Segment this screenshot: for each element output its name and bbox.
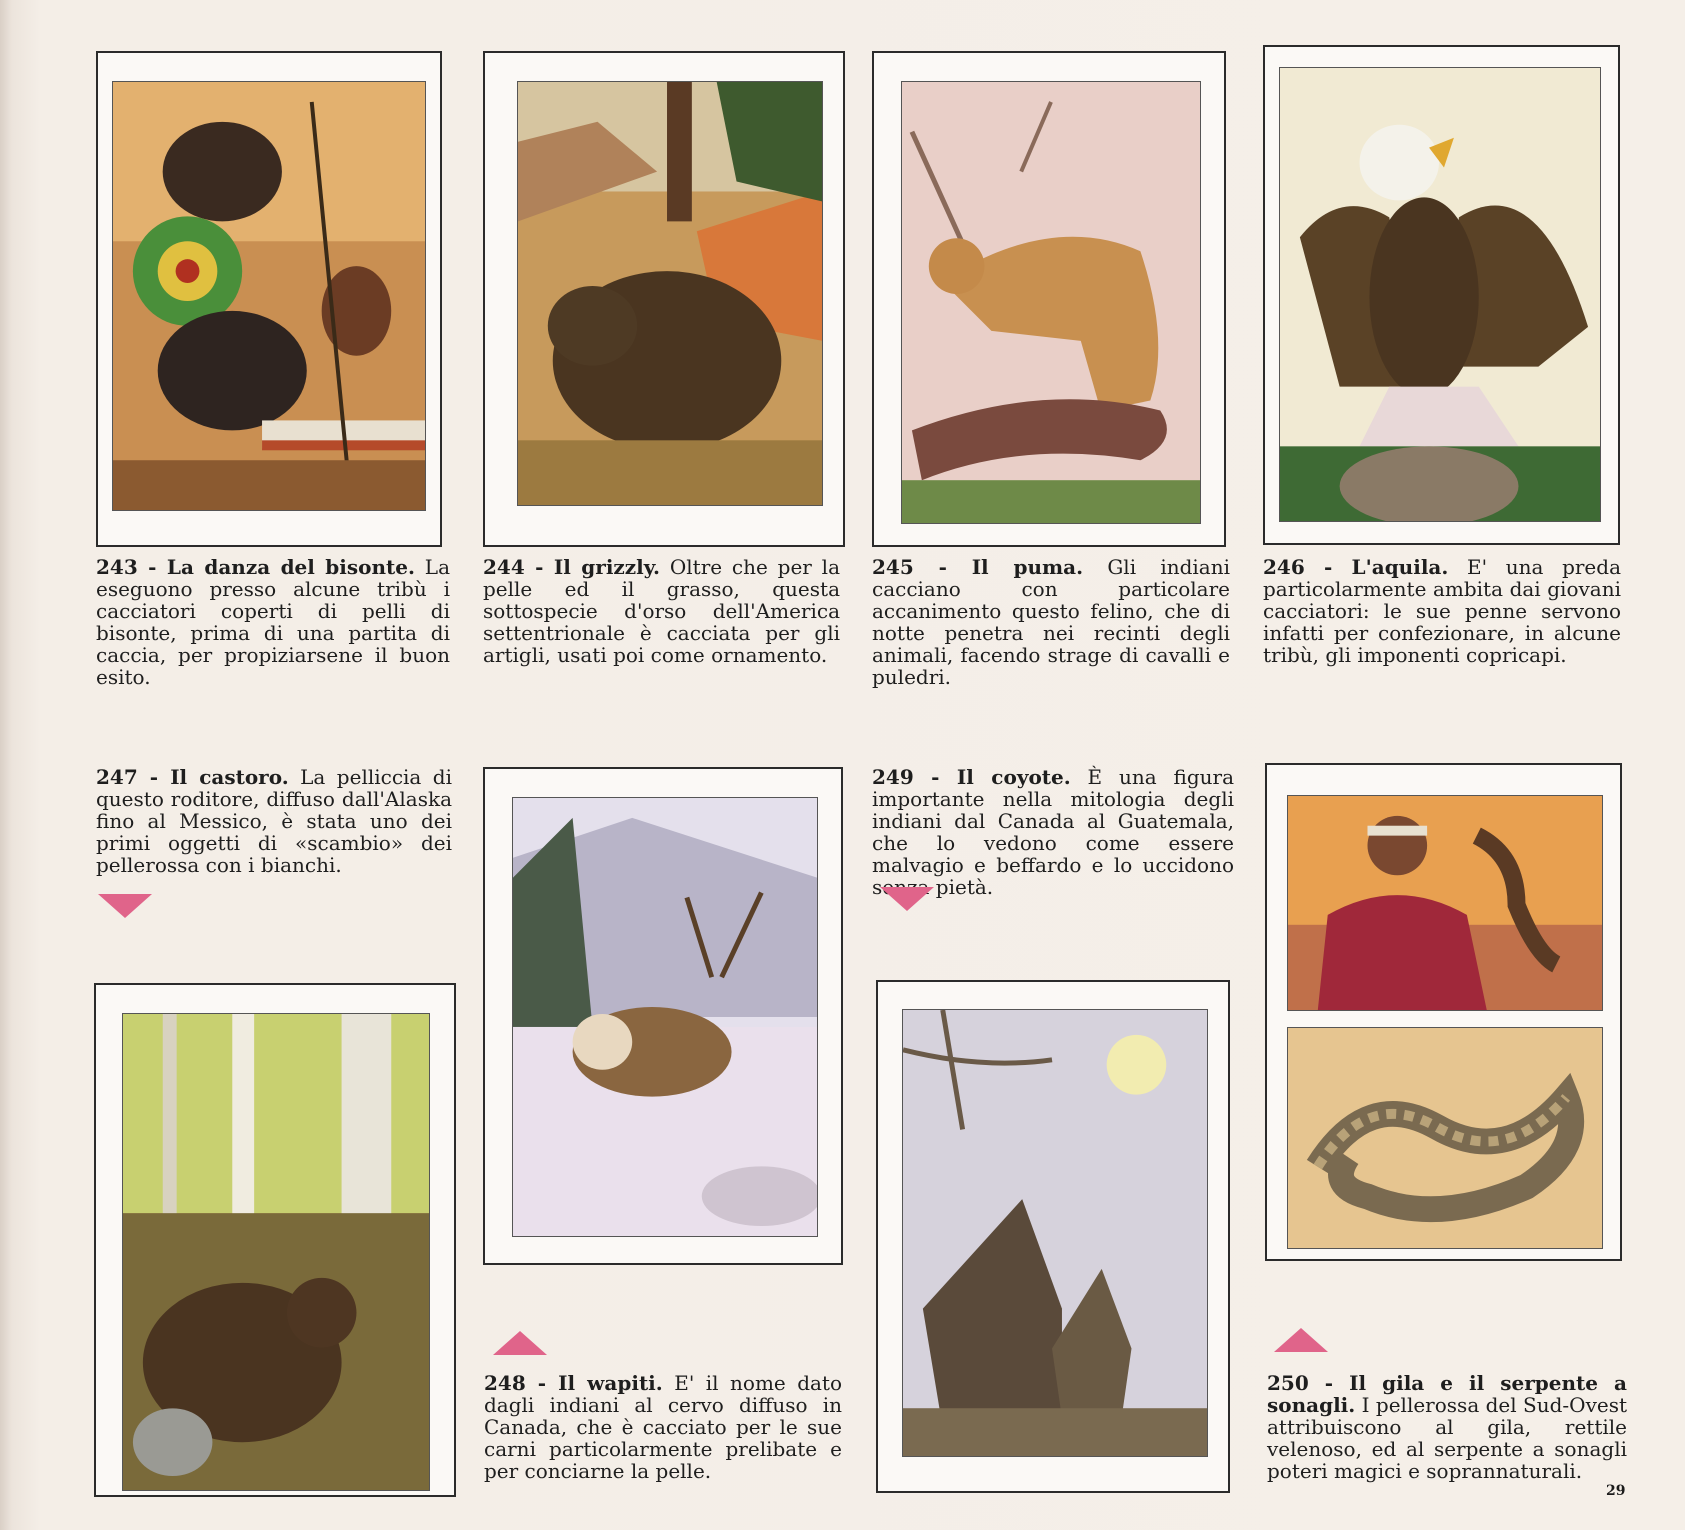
card-number: 249 xyxy=(872,765,914,789)
card-title: Il coyote. xyxy=(956,765,1071,789)
card-text: La eseguono presso alcune tribù i cacciatori coperti di pelli di bisonte, prima di una partita di caccia, per propiziarsene il buon esito. xyxy=(96,555,451,689)
puma-illustration xyxy=(901,81,1201,524)
card-text: Gli indiani cacciano con particolare accanimento questo felino, che di notte penetra nei recinti degli animali, facendo strage di cavalli e puledri. xyxy=(872,555,1230,689)
card-number: 244 xyxy=(483,555,525,579)
wapiti-illustration xyxy=(512,797,818,1237)
card-caption-243: 243 - La danza del bisonte. La eseguono presso alcune tribù i cacciatori coperti di pelli di bisonte, prima di una partita di caccia, per propiziarsene il buon esito. xyxy=(96,555,451,689)
card-249-frame xyxy=(876,980,1230,1493)
card-248-frame xyxy=(483,767,843,1265)
bison-dance-illustration xyxy=(112,81,426,511)
card-text: Oltre che per la pelle ed il grasso, questa sottospecie d'orso dell'America settentrionale è cacciata per gli artigli, usati poi come ornamento. xyxy=(483,555,840,667)
card-caption-250: 250 - Il gila e il serpente a sonagli. I pellerossa del Sud-Ovest attribuiscono al gila, rettile velenoso, ed al serpente a sonagli poteri magici e soprannaturali. xyxy=(1267,1371,1628,1483)
arrow-down-marker xyxy=(98,894,152,918)
card-number: 250 xyxy=(1267,1371,1309,1395)
card-caption-247: 247 - Il castoro. La pelliccia di questo roditore, diffuso dall'Alaska fino al Messico, è stata uno dei primi oggetti di «scambio» dei pellerossa con i bianchi. xyxy=(96,765,453,877)
card-title: Il grizzly. xyxy=(553,555,661,579)
card-title: L'aquila. xyxy=(1351,555,1449,579)
eagle-illustration xyxy=(1279,67,1601,522)
card-caption-246: 246 - L'aquila. E' una preda particolarmente ambita dai giovani cacciatori: le sue penne servono infatti per confezionare, in alcune tribù, gli imponenti copricapi. xyxy=(1263,555,1621,667)
beaver-illustration xyxy=(122,1013,430,1491)
card-text: I pellerossa del Sud-Ovest attribuiscono al gila, rettile velenoso, ed al serpente a sonagli poteri magici e soprannaturali. xyxy=(1267,1393,1628,1483)
card-number: 247 xyxy=(96,765,138,789)
card-title: La danza del bisonte. xyxy=(166,555,415,579)
card-caption-245: 245 - Il puma. Gli indiani cacciano con particolare accanimento questo felino, che di notte penetra nei recinti degli animali, facendo strage di cavalli e puledri. xyxy=(872,555,1230,689)
card-246-frame xyxy=(1263,45,1620,545)
card-title: Il puma. xyxy=(971,555,1084,579)
card-caption-249: 249 - Il coyote. È una figura importante nella mitologia degli indiani dal Canada al Guatemala, che lo vedono come essere malvagio e beffardo e lo uccidono senza pietà. xyxy=(872,765,1234,899)
card-text: E' il nome dato dagli indiani al cervo diffuso in Canada, che è cacciato per le sue carni particolarmente prelibate e per conciarne la pelle. xyxy=(484,1371,842,1483)
arrow-up-marker xyxy=(1274,1328,1328,1352)
card-250-frame xyxy=(1265,763,1622,1261)
card-number: 243 xyxy=(96,555,138,579)
grizzly-bear-illustration xyxy=(517,81,823,506)
card-title: Il castoro. xyxy=(170,765,289,789)
gila-monster-illustration xyxy=(1287,795,1603,1011)
card-number: 245 xyxy=(872,555,914,579)
arrow-up-marker xyxy=(493,1331,547,1355)
card-text: La pelliccia di questo roditore, diffuso dall'Alaska fino al Messico, è stata uno dei primi oggetti di «scambio» dei pellerossa con i bianchi. xyxy=(96,765,453,877)
card-245-frame xyxy=(872,51,1226,547)
card-caption-244: 244 - Il grizzly. Oltre che per la pelle ed il grasso, questa sottospecie d'orso dell'America settentrionale è cacciata per gli artigli, usati poi come ornamento. xyxy=(483,555,840,667)
card-caption-248: 248 - Il wapiti. E' il nome dato dagli indiani al cervo diffuso in Canada, che è cacciato per le sue carni particolarmente prelibate e per conciarne la pelle. xyxy=(484,1371,842,1483)
card-247-frame xyxy=(94,983,456,1497)
card-title: Il wapiti. xyxy=(558,1371,663,1395)
rattlesnake-illustration xyxy=(1287,1027,1603,1249)
card-244-frame xyxy=(483,51,845,547)
card-number: 246 xyxy=(1263,555,1305,579)
card-243-frame xyxy=(96,51,442,547)
coyote-illustration xyxy=(902,1009,1208,1457)
arrow-down-marker xyxy=(880,887,934,911)
card-number: 248 xyxy=(484,1371,526,1395)
page-number: 29 xyxy=(1606,1483,1626,1499)
card-text: E' una preda particolarmente ambita dai giovani cacciatori: le sue penne servono infatti per confezionare, in alcune tribù, gli imponenti copricapi. xyxy=(1263,555,1621,667)
card-title: Il gila e il serpente a sonagli. xyxy=(1267,1371,1627,1417)
card-text: È una figura importante nella mitologia degli indiani dal Canada al Guatemala, che lo vedono come essere malvagio e beffardo e lo uccidono senza pietà. xyxy=(872,765,1234,899)
